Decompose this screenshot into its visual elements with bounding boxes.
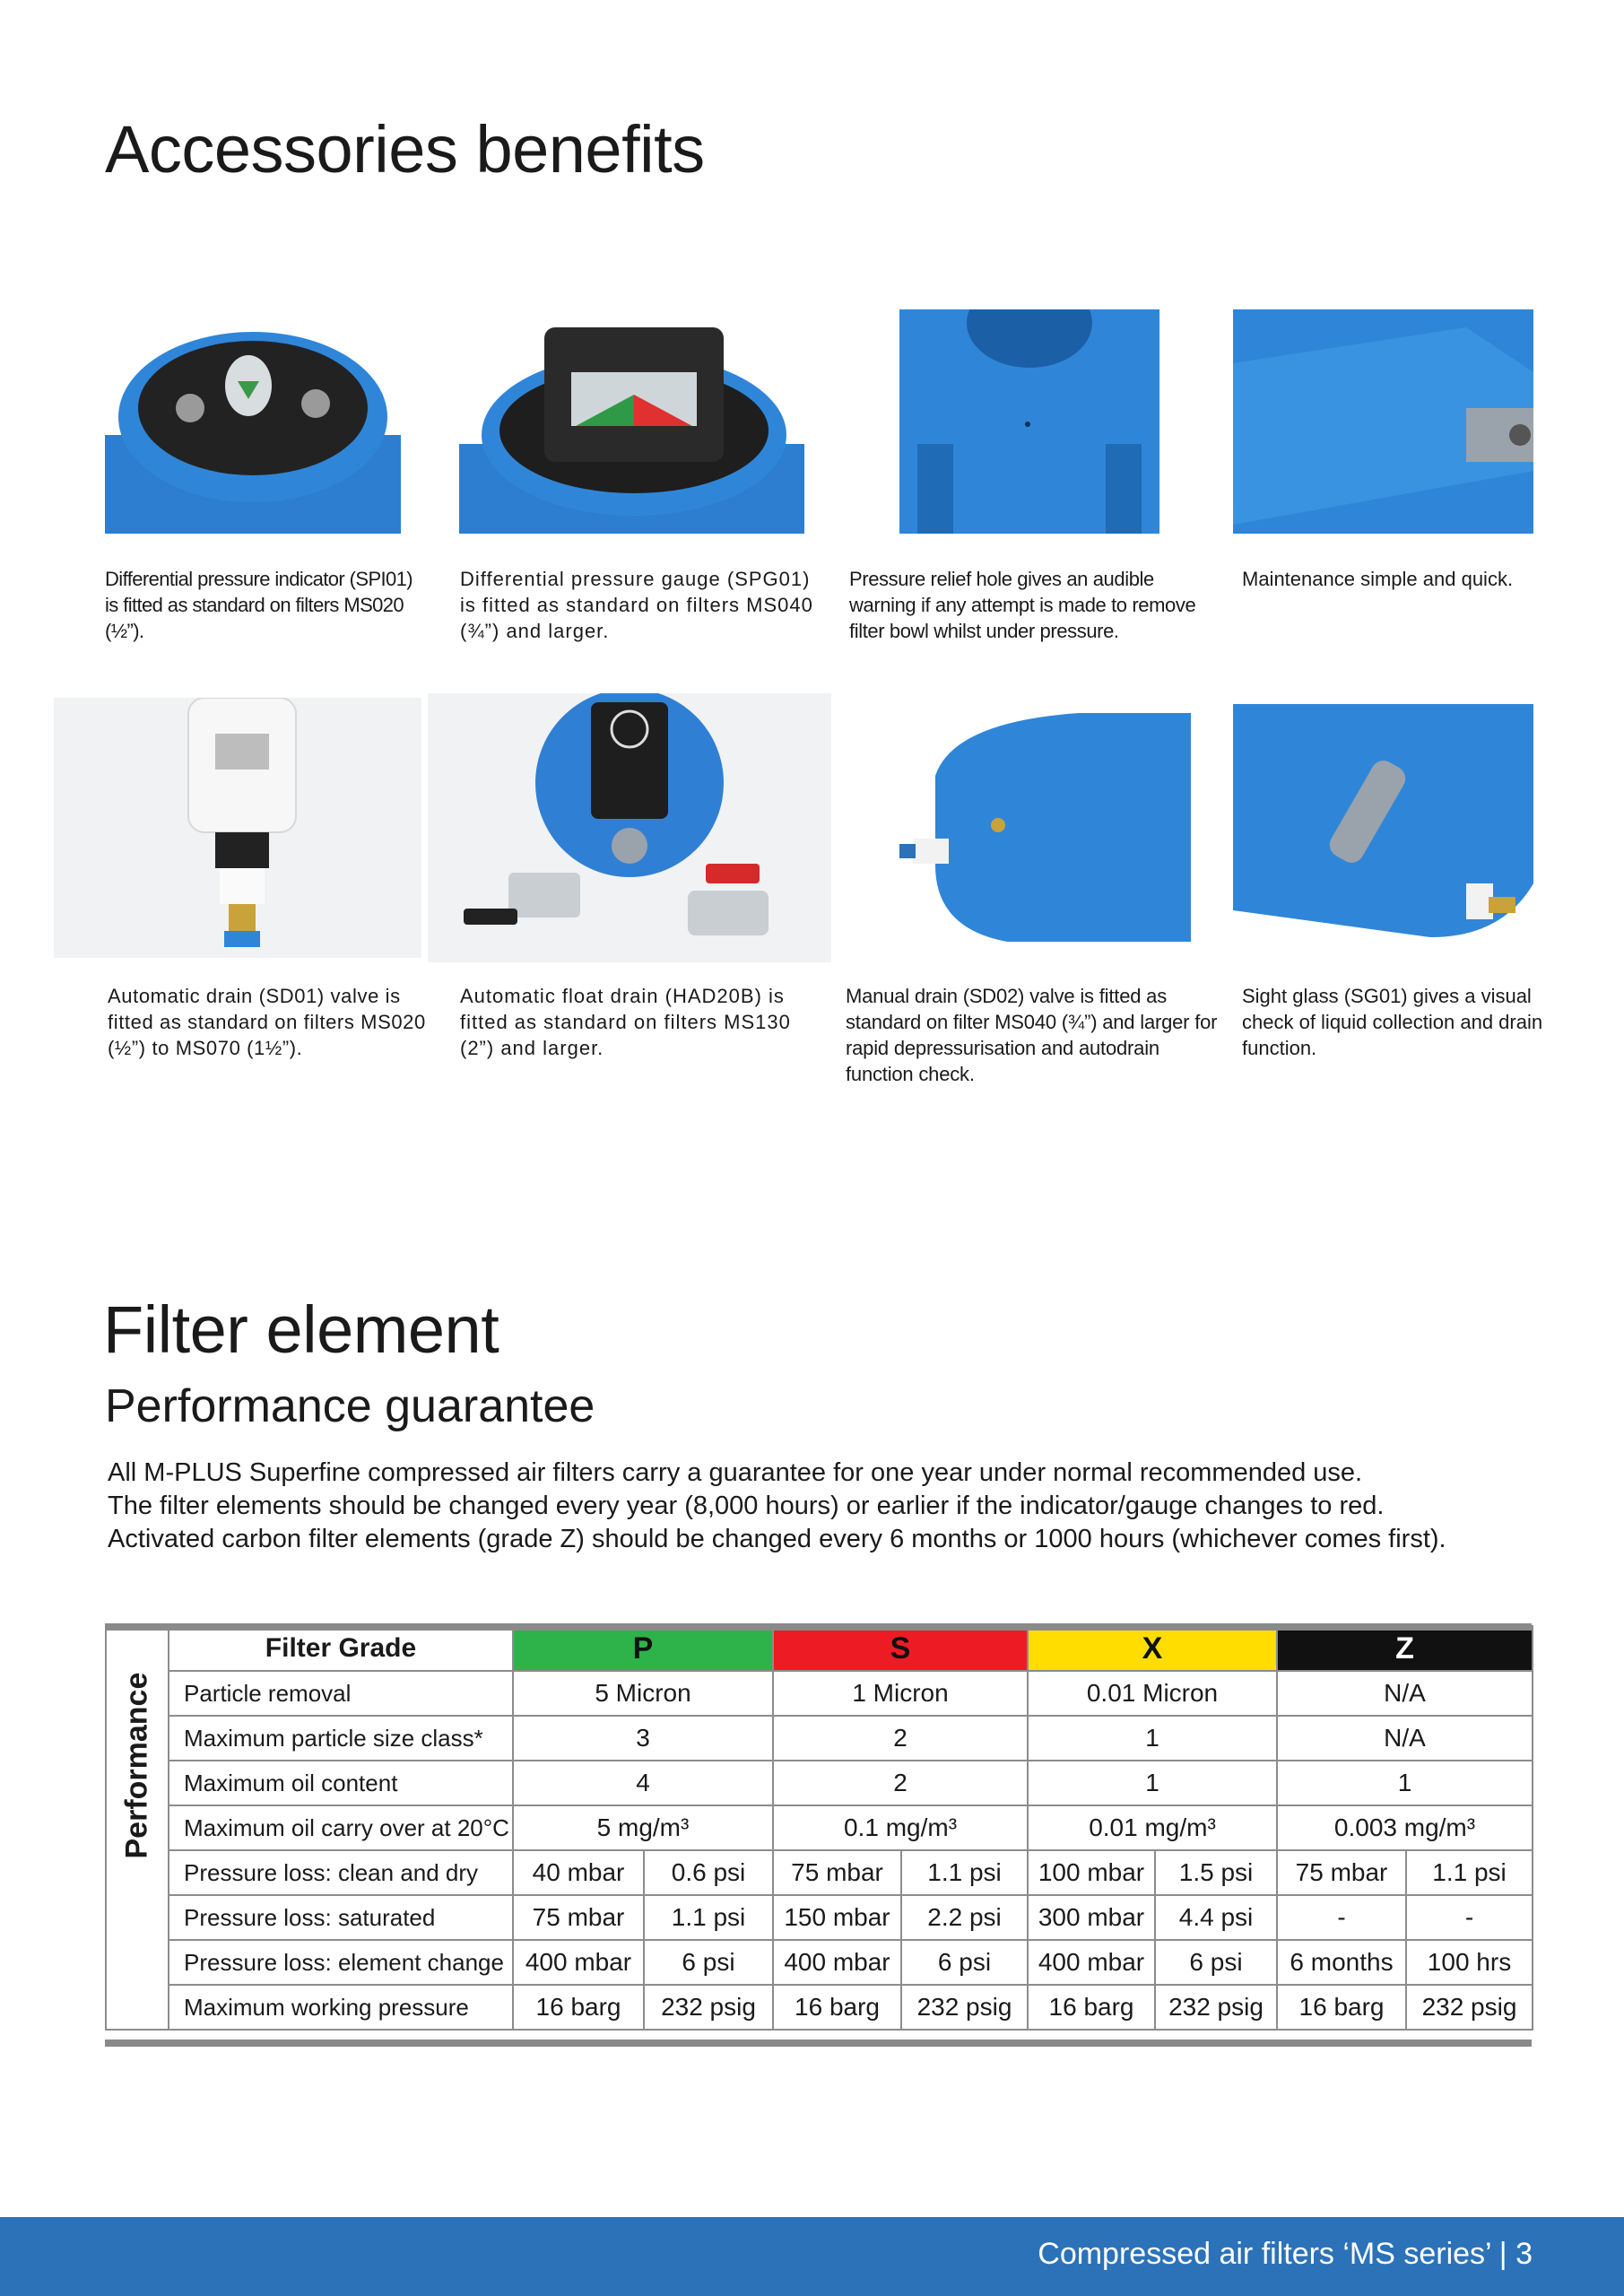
- table-cell: 100 hrs: [1406, 1940, 1533, 1985]
- table-cell: 6 psi: [901, 1940, 1028, 1985]
- row-label: Pressure loss: saturated: [169, 1895, 513, 1940]
- table-cell: 4: [513, 1761, 773, 1805]
- performance-side-text: Performance: [119, 1672, 154, 1858]
- table-cell: 16 barg: [513, 1985, 644, 2030]
- table-row: [106, 1940, 1533, 1985]
- table-cell: 5 Micron: [513, 1671, 773, 1716]
- table-row: [106, 1895, 1533, 1940]
- table-cell: 2: [773, 1761, 1028, 1805]
- table-cell: 6 psi: [1155, 1940, 1277, 1985]
- pressure-indicator-photo: [105, 309, 401, 534]
- table-cell: 0.1 mg/m³: [773, 1805, 1028, 1850]
- caption-sight-glass: Sight glass (SG01) gives a visual check of liquid collection and drain function.: [1242, 985, 1543, 1059]
- table-cell: 0.6 psi: [644, 1850, 773, 1895]
- table-cell: 300 mbar: [1028, 1895, 1155, 1940]
- table-cell: 400 mbar: [1028, 1940, 1155, 1985]
- filter-element-title: Filter element: [103, 1292, 499, 1367]
- manual-drain-photo: [899, 704, 1191, 942]
- table-cell: 75 mbar: [773, 1850, 901, 1895]
- float-drain-photo: [428, 693, 831, 962]
- caption-maintenance: Maintenance simple and quick.: [1242, 568, 1514, 590]
- table-row: [106, 1850, 1533, 1895]
- grade-x-header: X: [1028, 1626, 1277, 1671]
- table-cell: 400 mbar: [773, 1940, 901, 1985]
- table-cell: 16 barg: [1028, 1985, 1155, 2030]
- maintenance-photo: [1233, 309, 1533, 534]
- table-cell: 5 mg/m³: [513, 1805, 773, 1850]
- row-label: Maximum oil content: [169, 1761, 513, 1805]
- table-cell: 232 psig: [901, 1985, 1028, 2030]
- table-row: [106, 1716, 1533, 1761]
- footer-page-label: Compressed air filters ‘MS series’ | 3: [1038, 2237, 1533, 2271]
- table-cell: 100 mbar: [1028, 1850, 1155, 1895]
- table-cell: 400 mbar: [513, 1940, 644, 1985]
- table-cell: 0.003 mg/m³: [1277, 1805, 1533, 1850]
- table-row: [106, 1671, 1533, 1716]
- table-bottom-rule: [105, 2039, 1532, 2047]
- table-row: [106, 1985, 1533, 2030]
- row-label: Pressure loss: clean and dry: [169, 1850, 513, 1895]
- row-label: Pressure loss: element change: [169, 1940, 513, 1985]
- table-cell: -: [1277, 1895, 1406, 1940]
- sight-glass-photo: [1233, 704, 1533, 942]
- table-cell: 1 Micron: [773, 1671, 1028, 1716]
- table-cell: 1: [1277, 1761, 1533, 1805]
- guarantee-line: All M-PLUS Superfine compressed air filters carry a guarantee for one year under normal recommended use.: [108, 1458, 1363, 1487]
- table-top-rule: [105, 1623, 1532, 1631]
- footer-bar: [0, 2217, 1624, 2296]
- grade-p-header: P: [513, 1626, 773, 1671]
- table-cell: 1: [1028, 1716, 1277, 1761]
- table-cell: 1: [1028, 1761, 1277, 1805]
- grade-z-header: Z: [1277, 1626, 1533, 1671]
- table-cell: 1.5 psi: [1155, 1850, 1277, 1895]
- table-cell: 4.4 psi: [1155, 1895, 1277, 1940]
- table-row: [106, 1805, 1533, 1850]
- table-cell: 0.01 Micron: [1028, 1671, 1277, 1716]
- table-cell: N/A: [1277, 1716, 1533, 1761]
- row-label: Particle removal: [169, 1671, 513, 1716]
- automatic-drain-photo: [54, 698, 421, 958]
- row-label: Maximum working pressure: [169, 1985, 513, 2030]
- accessories-title: Accessories benefits: [105, 112, 705, 187]
- table-cell: 150 mbar: [773, 1895, 901, 1940]
- relief-hole-photo: [899, 309, 1159, 534]
- table-cell: 0.01 mg/m³: [1028, 1805, 1277, 1850]
- caption-float-drain: Automatic float drain (HAD20B) is fitted as standard on filters MS130 (2”) and larger.: [460, 985, 791, 1059]
- row-label: Maximum oil carry over at 20°C: [169, 1805, 513, 1850]
- table-cell: 40 mbar: [513, 1850, 644, 1895]
- caption-automatic-drain: Automatic drain (SD01) valve is fitted as standard on filters MS020 (½”) to MS070 (1½”).: [108, 985, 426, 1059]
- pressure-gauge-photo: [459, 309, 804, 534]
- table-cell: 16 barg: [1277, 1985, 1406, 2030]
- table-cell: -: [1406, 1895, 1533, 1940]
- guarantee-text: [108, 1457, 1542, 1556]
- table-header-row: [106, 1626, 1533, 1671]
- row-label: Maximum particle size class*: [169, 1716, 513, 1761]
- table-cell: 232 psig: [644, 1985, 773, 2030]
- table-cell: 6 months: [1277, 1940, 1406, 1985]
- caption-pressure-gauge: Differential pressure gauge (SPG01) is fitted as standard on filters MS040 (¾”) and larger.: [460, 568, 813, 642]
- caption-manual-drain: Manual drain (SD02) valve is fitted as standard on filter MS040 (¾”) and larger for rapid depressurisation and autodrain function check.: [846, 985, 1218, 1085]
- table-cell: 75 mbar: [1277, 1850, 1406, 1895]
- performance-side-label: [106, 1626, 169, 2030]
- performance-guarantee-subtitle: Performance guarantee: [105, 1380, 595, 1432]
- table-cell: 2: [773, 1716, 1028, 1761]
- table-cell: N/A: [1277, 1671, 1533, 1716]
- table-cell: 1.1 psi: [644, 1895, 773, 1940]
- table-cell: 232 psig: [1155, 1985, 1277, 2030]
- table-cell: 6 psi: [644, 1940, 773, 1985]
- performance-table: [105, 1625, 1533, 2031]
- grade-s-header: S: [773, 1626, 1028, 1671]
- table-cell: 1.1 psi: [901, 1850, 1028, 1895]
- table-cell: 75 mbar: [513, 1895, 644, 1940]
- table-cell: 1.1 psi: [1406, 1850, 1533, 1895]
- table-cell: 3: [513, 1716, 773, 1761]
- filter-grade-header: Filter Grade: [169, 1626, 513, 1671]
- caption-pressure-indicator: Differential pressure indicator (SPI01) is fitted as standard on filters MS020 (½”).: [105, 568, 413, 642]
- caption-relief-hole: Pressure relief hole gives an audible warning if any attempt is made to remove filter bowl whilst under pressure.: [849, 568, 1196, 642]
- guarantee-line: Activated carbon filter elements (grade Z) should be changed every 6 months or 1000 hours (whichever comes first).: [108, 1525, 1446, 1553]
- table-cell: 16 barg: [773, 1985, 901, 2030]
- guarantee-line: The filter elements should be changed every year (8,000 hours) or earlier if the indicator/gauge changes to red.: [108, 1492, 1385, 1520]
- table-cell: 2.2 psi: [901, 1895, 1028, 1940]
- table-cell: 232 psig: [1406, 1985, 1533, 2030]
- table-row: [106, 1761, 1533, 1805]
